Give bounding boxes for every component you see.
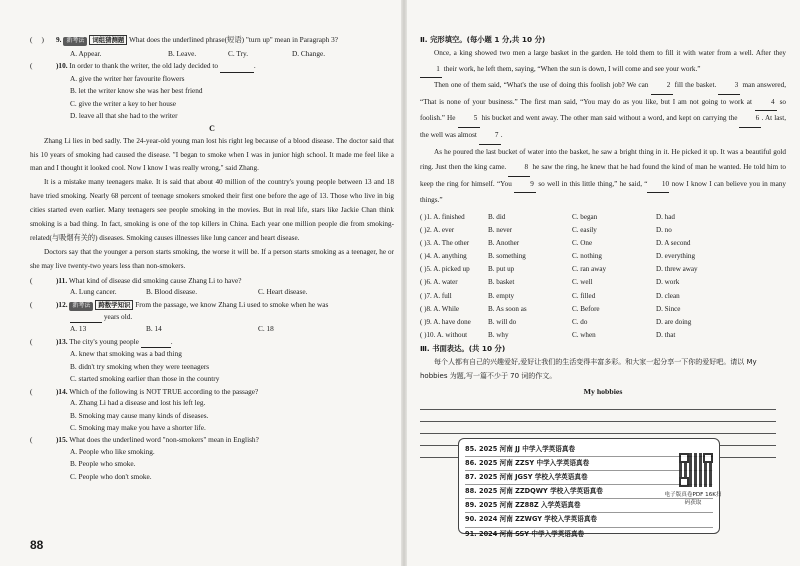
q12-text: From the passage, we know Zhang Li used to smoke when he was — [135, 299, 329, 309]
writing-prompt: 每个人都有自己的兴趣爱好,爱好让我们的生活变得丰富多彩。和大家一起分享一下你的爱好吧。请以 My hobbies 为题,写一篇不少于 70 词的作文。 — [420, 357, 757, 380]
ad-item-85[interactable]: 85. 2025 河南 JJ 中学入学英语真卷 — [465, 443, 713, 457]
choice-2-a[interactable]: ( )2. A. ever — [420, 226, 455, 235]
cloze-heading: Ⅱ. 完形填空。(每小题 1 分,共 10 分) — [420, 35, 546, 44]
page-number: 88 — [30, 538, 44, 552]
cloze-paragraph-1: Once, a king showed two men a large basket in the garden. He told them to fill it with water from a well. After they 1 their work, he left them, saying, “When the sun is down, I will come and see your work.” — [420, 46, 786, 78]
choice-5-b[interactable]: B. put up — [488, 265, 515, 274]
q13-number: )13. — [56, 336, 68, 346]
q9-option-a[interactable]: A. Appear. — [70, 49, 102, 58]
choice-3-d[interactable]: D. A second — [656, 239, 691, 248]
choice-row-1 — [420, 211, 786, 224]
cloze-choices — [420, 211, 786, 342]
q14-option-c[interactable]: C. Smoking may make you have a shorter life. — [70, 422, 206, 432]
cloze-blank-7[interactable]: 7 — [479, 128, 501, 145]
choice-10-b[interactable]: B. why — [488, 330, 509, 339]
question-12: ( )12. 新考法 跨数学知识 From the passage, we know Zhang Li used to smoke when he was — [30, 299, 329, 309]
q11-option-b[interactable]: B. Blood disease. — [146, 287, 198, 297]
new-method-tag: 新考法 — [63, 37, 87, 46]
cloze-blank-8[interactable]: 8 — [508, 160, 530, 177]
q12-number: )12. — [56, 299, 68, 309]
q12-text2: years old. — [103, 311, 133, 321]
cloze-blank-6[interactable]: 6 — [739, 111, 761, 128]
choice-10-c[interactable]: C. when — [572, 330, 596, 339]
q10-blank[interactable] — [220, 60, 254, 73]
choice-10-a[interactable]: ( )10. A. without — [420, 330, 468, 339]
q9-option-d[interactable]: D. Change. — [292, 49, 326, 58]
choice-row-9 — [420, 316, 786, 329]
choice-1-b[interactable]: B. did — [488, 212, 506, 221]
question-15: ( )15. What does the underlined word "non-smokers" mean in English? — [30, 435, 259, 445]
q11-number: )11. — [56, 275, 68, 285]
q10-options — [30, 73, 394, 123]
q11-option-a[interactable]: A. Lung cancer. — [70, 287, 117, 297]
choice-8-b[interactable]: B. As soon as — [488, 304, 527, 313]
choice-6-b[interactable]: B. basket — [488, 278, 515, 287]
choice-row-4 — [420, 250, 786, 263]
q12-blank[interactable] — [70, 311, 102, 324]
q14-options — [30, 397, 394, 434]
choice-6-c[interactable]: C. well — [572, 278, 593, 287]
choice-4-d[interactable]: D. everything — [656, 252, 696, 261]
cloze-blank-9[interactable]: 9 — [514, 177, 536, 194]
passage-paragraph-3: Doctors say that the younger a person starts smoking, the worse it will be. If a person starts smoking as a teenager, he or she may live twenty-two years less than non-smokers. — [30, 247, 394, 270]
phrase-guess-tag: 词组猜测题 — [89, 35, 127, 45]
choice-6-a[interactable]: ( )6. A. water — [420, 278, 458, 287]
choice-7-b[interactable]: B. empty — [488, 291, 515, 300]
choice-10-d[interactable]: D. that — [656, 330, 676, 339]
choice-row-5 — [420, 263, 786, 276]
ad-item-87[interactable]: 87. 2025 河南 JGSY 学校入学英语真卷 — [465, 471, 713, 485]
q9-option-c[interactable]: C. Try. — [228, 49, 249, 58]
q14-option-a[interactable]: A. Zhang Li had a disease and lost his left leg. — [70, 398, 206, 408]
q12-options — [30, 323, 394, 335]
q15-option-a[interactable]: A. People who like smoking. — [70, 446, 155, 456]
q15-text: What does the underlined word "non-smokers" mean in English? — [69, 435, 259, 445]
choice-2-c[interactable]: C. easily — [572, 226, 597, 235]
question-9: ( ) 9. 新考法 词组猜测题 What does the underlined phrase(短语) "turn up" mean in Paragraph 3? — [30, 35, 338, 44]
q10-text: In order to thank the writer, the old lady decided to — [69, 61, 219, 71]
choice-2-b[interactable]: B. never — [488, 226, 513, 235]
ad-item-88[interactable]: 88. 2025 河南 ZZDQWY 学校入学英语真卷 — [465, 485, 713, 499]
q12-option-b[interactable]: B. 14 — [146, 324, 162, 334]
q10-option-c[interactable]: C. give the writer a key to her house — [70, 98, 176, 108]
q12-option-a[interactable]: A. 13 — [70, 324, 87, 334]
q12-line2 — [30, 311, 394, 324]
q10-option-d[interactable]: D. leave all that she had to the writer — [70, 111, 178, 121]
cloze-blank-10[interactable]: 10 — [647, 177, 669, 194]
choice-4-a[interactable]: ( )4. A. anything — [420, 252, 467, 261]
cross-math-tag: 跨数学知识 — [95, 300, 133, 310]
question-13: ( )13. The city's young people . — [30, 336, 394, 349]
ad-item-89[interactable]: 89. 2025 河南 ZZ88Z 入学英语真卷 — [465, 499, 713, 513]
choice-4-b[interactable]: B. something — [488, 252, 526, 261]
q12-option-c[interactable]: C. 18 — [258, 324, 274, 334]
choice-6-d[interactable]: D. work — [656, 278, 680, 287]
choice-row-2 — [420, 224, 786, 237]
cloze-blank-1[interactable]: 1 — [420, 62, 442, 79]
q13-blank[interactable] — [141, 336, 171, 349]
choice-row-3 — [420, 237, 786, 250]
cloze-blank-3[interactable]: 3 — [718, 78, 740, 95]
q9-options — [30, 48, 394, 60]
choice-7-d[interactable]: D. clean — [656, 291, 680, 300]
choice-4-c[interactable]: C. nothing — [572, 252, 602, 261]
choice-row-7 — [420, 290, 786, 303]
q13-option-c[interactable]: C. started smoking earlier than those in the country — [70, 374, 220, 384]
ad-item-86[interactable]: 86. 2025 河南 ZZSY 中学入学英语真卷 — [465, 457, 713, 471]
choice-1-d[interactable]: D. had — [656, 212, 675, 221]
choice-7-a[interactable]: ( )7. A. full — [420, 291, 452, 300]
q9-option-b[interactable]: B. Leave. — [168, 49, 197, 58]
choice-9-c[interactable]: C. do — [572, 317, 588, 326]
q13-option-a[interactable]: A. knew that smoking was a bad thing — [70, 349, 182, 359]
q9-number: 9. — [56, 35, 62, 44]
q10-option-a[interactable]: A. give the writer her favourite flowers — [70, 74, 185, 83]
q15-number: )15. — [56, 435, 68, 445]
choice-9-d[interactable]: D. are doing — [656, 317, 692, 326]
question-10: ( )10. In order to thank the writer, the old lady decided to . — [30, 60, 394, 73]
essay-title: My hobbies — [583, 386, 623, 396]
cloze-blank-2[interactable]: 2 — [651, 78, 673, 95]
choice-7-c[interactable]: C. filled — [572, 291, 596, 300]
choice-3-b[interactable]: B. Another — [488, 239, 520, 248]
choice-row-8 — [420, 303, 786, 316]
choice-3-c[interactable]: C. One — [572, 239, 593, 248]
ad-item-91[interactable]: 91. 2024 河南 SSY 中学入学英语真卷 — [465, 529, 585, 538]
choice-2-d[interactable]: D. no — [656, 226, 672, 235]
q9-text: What does the underlined phrase(短语) "turn up" mean in Paragraph 3? — [128, 35, 338, 44]
writing-heading: Ⅲ. 书面表达。(共 10 分) — [420, 343, 506, 353]
cloze-blank-5[interactable]: 5 — [458, 111, 480, 128]
q15-options — [30, 446, 394, 483]
choice-5-c[interactable]: C. ran away — [572, 265, 607, 274]
choice-9-b[interactable]: B. will do — [488, 317, 517, 326]
new-method-tag-2: 新考法 — [69, 302, 93, 311]
qr-code-icon[interactable] — [679, 453, 713, 487]
q13-option-b[interactable]: B. didn't try smoking when they were teenagers — [70, 361, 210, 371]
cloze-blank-4[interactable]: 4 — [755, 95, 777, 112]
cloze-paragraph-2: Then one of them said, “What's the use of doing this foolish job? We can 2 fill the basket. 3 man answered, “That is none of your business.” The first man said, “You may do as you like, but I am not going to work at 4 so foolish.” He 5 his bucket and went away. The other man said without a word, and kept on carrying the 6 . At last, the well was almost 7 . — [420, 78, 786, 144]
q11-options — [30, 286, 394, 298]
q15-option-b[interactable]: B. People who smoke. — [70, 459, 136, 469]
q11-text: What kind of disease did smoking cause Zhang Li to have? — [68, 275, 242, 285]
choice-row-10 — [420, 329, 786, 342]
question-11: ( )11. What kind of disease did smoking cause Zhang Li to have? — [30, 275, 242, 285]
right-page — [406, 0, 800, 566]
ad-item-90[interactable]: 90. 2024 河南 ZZWGY 学校入学英语真卷 — [465, 513, 713, 527]
passage-paragraph-2: It is a mistake many teenagers make. It is said that about 40 million of the country's young people between 13 and 18 have tried smoking. Nearly 68 percent of teenage smokers smoked their first one before the age of 13. Those who live in big cities started even earlier. Many teenagers see people smoking in the movies. But in real life, stars like Jackie Chan think smoking is a bad thing. In fact, smoking is one of the top killers in China. Each year one million people die from smoking-related(与吸烟有关的) diseases. Smoking causes illnesses like lung cancer and heart disease. — [30, 178, 394, 242]
passage-paragraph-1: Zhang Li lies in bed sadly. The 24-year-old young man lost his right leg because of a blood disease. The doctor said that his 10 years of smoking had caused the disease. "I began to smoke when I was in junior high school. It made me feel like a man and I thought it looked cool. Now I know I was really wrong," said Zhang. — [30, 136, 394, 173]
q11-option-c[interactable]: C. Heart disease. — [258, 287, 308, 297]
choice-9-a[interactable]: ( )9. A. have done — [420, 317, 471, 326]
q13-options — [30, 348, 394, 385]
choice-5-d[interactable]: D. threw away — [656, 265, 698, 274]
q10-option-b[interactable]: B. let the writer know she was her best friend — [70, 86, 203, 96]
q14-number: )14. — [56, 386, 68, 396]
choice-8-d[interactable]: D. Since — [656, 304, 681, 313]
choice-3-a[interactable]: ( )3. A. The other — [420, 239, 470, 248]
choice-8-a[interactable]: ( )8. A. While — [420, 304, 460, 313]
cloze-paragraph-3: As he poured the last bucket of water into the basket, he saw a bright thing in it. He picked it up. It was a beautiful gold ring. Just then the king came. 8 he saw the ring, he knew that he had found the kind of man he wanted. He told him to keep the ring for himself. “You 9 so well in this little thing,” he said, “ 10 now I know I can believe you in many things.” — [420, 147, 787, 205]
q15-option-c[interactable]: C. People who don't smoke. — [70, 471, 152, 481]
question-14: ( )14. Which of the following is NOT TRUE according to the passage? — [30, 386, 259, 396]
q14-text: Which of the following is NOT TRUE according to the passage? — [69, 386, 259, 396]
section-c-heading: C — [209, 123, 215, 133]
choice-5-a[interactable]: ( )5. A. picked up — [420, 265, 470, 274]
ad-box — [458, 438, 722, 538]
qr-caption: 电子版真卷PDF 16K扫码获取 — [664, 492, 722, 506]
choice-8-c[interactable]: C. Before — [572, 304, 600, 313]
choice-1-a[interactable]: ( )1. A. finished — [420, 212, 465, 221]
choice-1-c[interactable]: C. began — [572, 212, 598, 221]
q14-option-b[interactable]: B. Smoking may cause many kinds of diseases. — [70, 410, 209, 420]
choice-row-6 — [420, 276, 786, 289]
q13-text: The city's young people — [69, 336, 139, 346]
q10-number: )10. — [56, 61, 68, 71]
